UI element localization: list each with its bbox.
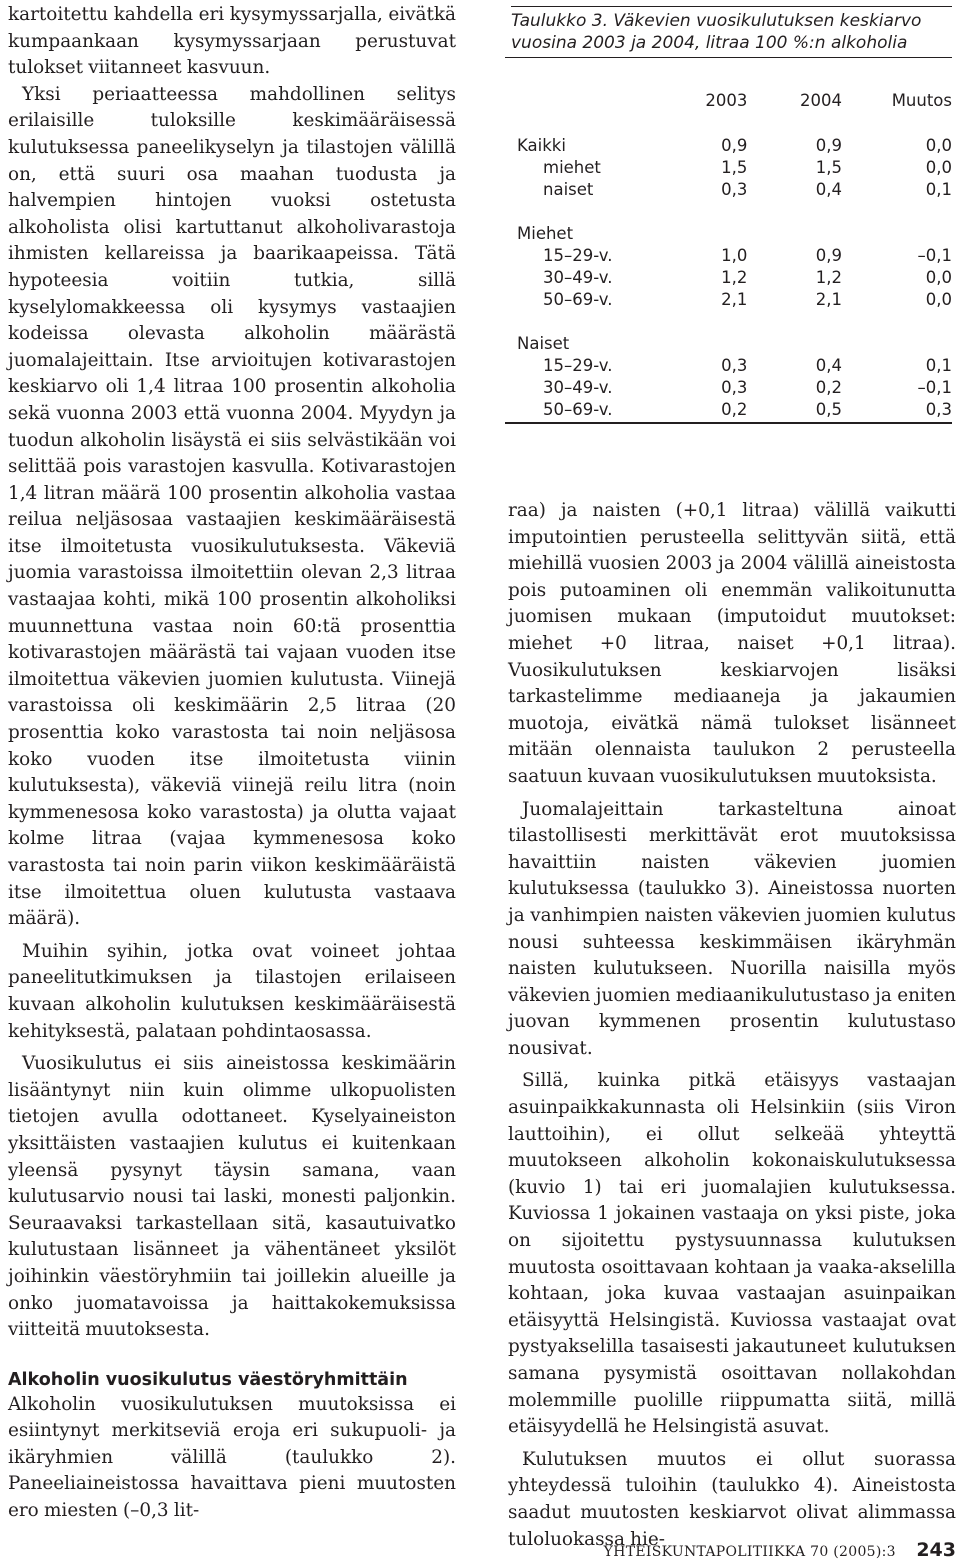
data-table (517, 89, 952, 421)
header-cell: Muutos (891, 91, 952, 110)
table-row (517, 135, 952, 157)
row-label: 15–29-v. (543, 356, 613, 375)
cell-2003: 0,9 (721, 136, 748, 155)
row-label: 50–69-v. (543, 400, 613, 419)
table-row (517, 399, 952, 421)
cell-2004: 2,1 (815, 290, 843, 309)
row-label: 30–49-v. (543, 378, 613, 397)
table-caption-line: Taulukko 3. Väkevien vuosikulutuksen keskiarvo (511, 11, 922, 31)
cell-2003: 1,2 (721, 268, 748, 287)
table-row (517, 157, 952, 179)
page-number: 243 (916, 1539, 956, 1561)
cell-2004: 1,2 (815, 268, 843, 287)
body-paragraph: Juomalajeittain tarkasteltuna ainoat tilastollisesti merkittävät erot muutoksissa havaittiin naisten väkevien juomien kulutuksessa (taulukko 3). Aineistossa nuorten ja vanhimpien naisten väkevien juomien kulutus nousi suhteessa keskimmäisen ikäryhmän naisten kulutukseen. Nuorilla naisilla myös väkevien juomien mediaanikulutustaso ja eniten juovan kymmenen prosentin kulutustaso nousivat. (508, 798, 956, 1059)
cell-change: –0,1 (917, 246, 952, 265)
body-paragraph: Alkoholin vuosikulutuksen muutoksissa ei esiintynyt merkitseviä eroja eri sukupuoli- ja ikäryhmien välillä (taulukko 2). Paneeliaineistossa havaittava pieni muutosten ero miesten (–0,3 lit- (8, 1393, 456, 1522)
cell-change: 0,1 (925, 356, 952, 375)
row-label: naiset (543, 180, 594, 199)
table-rule (505, 57, 952, 58)
body-paragraph: Vuosikulutus ei siis aineistossa keskimäärin lisääntynyt niin kuin olimme ulkopuolisten tietojen avulla odottaneet. Kyselyaineiston yksittäisten vastaajien kulutus ei kuitenkaan yleensä pysynyt täysin samana, vaan kulutusarvio nousi tai laski, monesti paljonkin. Seuraavaksi tarkastellaan sitä, kasautuivatko kulutustaan lisänneet ja vähentäneet yksilöt joihinkin väestöryhmiin tai joillekin alueille ja onko juomatavoissa ja haittakokemuksissa viitteitä muutoksesta. (8, 1053, 456, 1341)
row-label: 50–69-v. (543, 290, 613, 309)
row-label: 15–29-v. (543, 246, 613, 265)
cell-change: 0,1 (925, 180, 952, 199)
cell-change: 0,0 (925, 136, 952, 155)
left-column (8, 2, 456, 1525)
cell-change: 0,3 (925, 400, 952, 419)
section-heading: Alkoholin vuosikulutus väestöryhmittäin (8, 1369, 408, 1390)
cell-2004: 0,9 (815, 246, 843, 265)
cell-change: 0,0 (925, 158, 952, 177)
table-row (517, 289, 952, 311)
row-label: 30–49-v. (543, 268, 613, 287)
cell-2003: 2,1 (721, 290, 748, 309)
table-caption (511, 6, 952, 54)
cell-2004: 0,2 (815, 378, 843, 397)
page-footer (600, 1537, 956, 1563)
table-group-row (517, 333, 952, 355)
table-row (517, 179, 952, 201)
row-label: miehet (543, 158, 601, 177)
group-label: Miehet (517, 224, 574, 243)
right-column (508, 498, 956, 1553)
table-row (517, 245, 952, 267)
cell-change: 0,0 (925, 268, 952, 287)
header-cell: 2004 (800, 91, 843, 110)
body-paragraph: Muihin syihin, jotka ovat voineet johtaa paneelitutkimuksen ja tilastojen erilaiseen kuvaan alkoholin kulutuksen keskimääräisestä kehityksestä, palataan pohdintaosassa. (8, 940, 456, 1042)
table-row (517, 267, 952, 289)
table-row (517, 355, 952, 377)
cell-change: 0,0 (925, 290, 952, 309)
group-label: Naiset (517, 334, 570, 353)
cell-2004: 0,9 (815, 136, 843, 155)
body-paragraph: Kulutuksen muutos ei ollut suorassa yhteydessä tuloihin (taulukko 4). Aineistosta saadut muutosten keskiarvot olivat alimmassa tuloluokassa hie- (508, 1448, 956, 1550)
cell-2003: 0,3 (721, 356, 748, 375)
cell-2003: 0,2 (721, 400, 748, 419)
cell-2003: 1,5 (721, 158, 748, 177)
table-row (517, 377, 952, 399)
cell-change: –0,1 (917, 378, 952, 397)
header-cell (517, 89, 685, 113)
table-header-row (517, 89, 952, 113)
cell-2004: 0,5 (815, 400, 843, 419)
body-paragraph: Sillä, kuinka pitkä etäisyys vastaajan asuinpaikkakunnasta oli Helsinkiin (siis Viron lauttoihin), ei ollut selkeää yhteyttä muutokseen alkoholin kokonaiskulutuksessa (kuvio 1) tai eri juomalajien kulutuksessa. Kuviossa 1 jokainen vastaaja on yksi piste, joka on sijoitettu pystysuunnassa kulutuksen muutosta osoittavaan kohtaan ja vaaka-akselilla kohtaan, joka kuvaa vastaajan asuinpaikan etäisyyttä Helsingistä. Kuviossa vastaajat ovat pystyakselilla tasaisesti jakautuneet kulutuksen samana pysymistä osoittavan nollakohdan molemmille puolille riippumatta siitä, millä etäisyydellä he Helsingistä asuvat. (508, 1070, 956, 1438)
table-caption-line: vuosina 2003 ja 2004, litraa 100 %:n alkoholia (511, 33, 908, 53)
journal-citation: YHTEISKUNTAPOLITIIKKA 70 (2005):3 (603, 1544, 896, 1560)
table-group-row (517, 223, 952, 245)
cell-2004: 0,4 (815, 356, 843, 375)
cell-2004: 0,4 (815, 180, 843, 199)
table-3 (505, 6, 952, 424)
cell-2004: 1,5 (815, 158, 843, 177)
header-cell: 2003 (705, 91, 748, 110)
body-paragraph: raa) ja naisten (+0,1 litraa) välillä vaikutti imputointien perusteella selittyvän siitä, että miehillä vuosien 2003 ja 2004 välillä aineistosta pois putoaminen oli enemmän valikoitunutta juomisen mukaan (imputoidut muutokset: miehet +0 litraa, naiset +0,1 litraa). Vuosikulutuksen keskiarvojen lisäksi tarkastelimme mediaaneja ja jakaumien muotoja, eivätkä nämä tulokset lisänneet mitään olennaista taulukon 2 perusteella saatuun kuvaan vuosikulutuksen muutoksista. (508, 500, 956, 787)
cell-2003: 0,3 (721, 180, 748, 199)
cell-2003: 1,0 (721, 246, 748, 265)
body-paragraph: kartoitettu kahdella eri kysymyssarjalla, eivätkä kumpaankaan kysymyssarjaan perustuvat tulokset viitanneet kasvuun. (8, 4, 456, 79)
row-label: Kaikki (517, 136, 566, 155)
cell-2003: 0,3 (721, 378, 748, 397)
body-paragraph: Yksi periaatteessa mahdollinen selitys erilaisille tuloksille keskimääräisessä kulutuksessa paneelikyselyn ja tilastojen välillä on, että suuri osa maahan tuodusta ja halvempien hintojen vuoksi ostetusta alkoholista olisi kartuttanut alkoholivarastoja ihmisten kellareissa ja baarikaapeissa. Tätä hypoteesia voitiin tutkia, sillä kyselylomakkeessa oli kysymys vastaajien kodeissa olevasta alkoholin määrästä juomalajeittain. Itse arvioitujen kotivarastojen keskiarvo oli 1,4 litraa 100 prosentin alkoholia sekä vuonna 2003 että vuonna 2004. Myydyn ja tuodun alkoholin lisäystä ei siis selvästikään voi selittää pois varastojen kasvulla. Kotivarastojen 1,4 litran määrä 100 prosentin alkoholia vastaa reilua neljäsosaa vastaajien keskimääräisestä itse ilmoitetusta vuosikulutuksesta. Väkeviä juomia varastoissa ilmoitettiin olevan 2,3 litraa vastaajaa kohti, mikä 100 prosentin alkoholiksi muunnettuna vastaa noin 60:tä prosenttia kotivarastojen määrästä tai vajaan vuoden itse ilmoitettua väkevien juomien kulutusta. Viinejä varastoissa oli keskimäärin 2,5 litraa (20 prosenttia koko varastosta tai noin neljäsosa koko vuoden itse ilmoitetusta viinin kulutuksesta), väkeviä viinejä reilu litra (noin kymmenesosa koko varastosta) ja olutta vajaat kolme litraa (vajaa kymmenesosa koko varastosta tai noin parin viikon keskimääräistä itse ilmoitettua oluen kulutusta vastaava määrä). (8, 83, 456, 930)
